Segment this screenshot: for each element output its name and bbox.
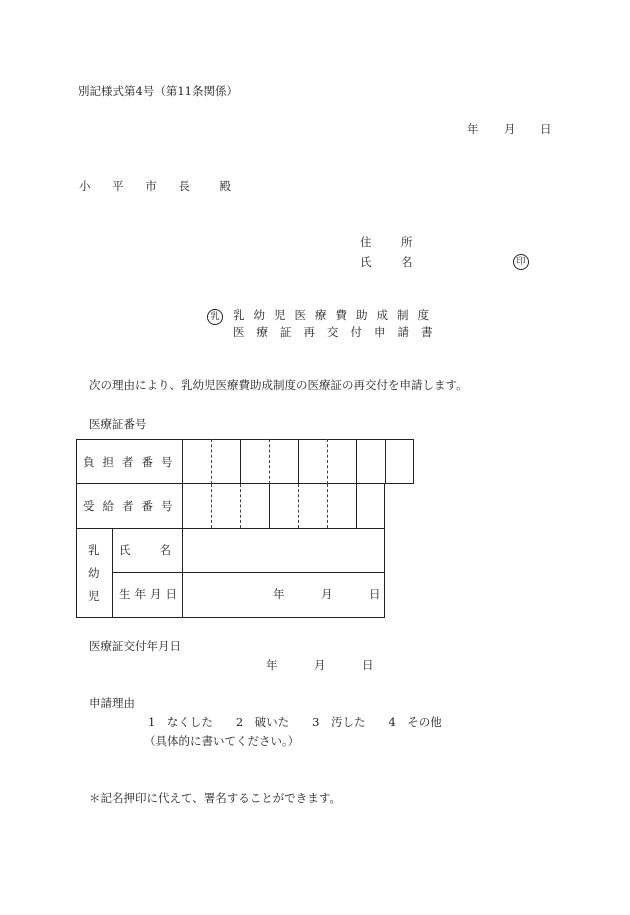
reason-options: 1 なくした 2 破いた 3 汚した 4 その他 (148, 715, 442, 729)
divider (112, 528, 113, 618)
table-right-edge (384, 484, 385, 618)
payer-number-input[interactable] (183, 440, 413, 483)
reason-note: （具体的に書いてください。） (144, 734, 300, 748)
issue-date-year-label: 年 (266, 658, 278, 672)
date-year-label: 年 (467, 122, 479, 136)
birthdate-month-label: 月 (321, 587, 333, 601)
seal-icon: 印 (513, 254, 529, 270)
form-number: 別記様式第4号（第11条関係） (78, 84, 238, 98)
address-label: 住 所 (360, 235, 422, 249)
issue-date-label: 医療証交付年月日 (89, 639, 181, 653)
issue-date-day-label: 日 (362, 658, 374, 672)
title-line2: 医療証再交付申請書 (233, 325, 445, 339)
table-bottom-edge (76, 617, 385, 618)
footnote: ＊記名押印に代えて、署名することができます。 (89, 791, 341, 805)
addressee: 小 平 市 長 殿 (79, 179, 240, 193)
payer-number-label: 負担者番号 (83, 455, 181, 469)
infant-label-2: 幼 (88, 566, 100, 580)
title-line1: 乳幼児医療費助成制度 (233, 308, 438, 322)
name-label: 氏 名 (360, 255, 422, 269)
infant-label-3: 児 (88, 589, 100, 603)
infant-name-input[interactable] (183, 529, 383, 572)
date-day-label: 日 (540, 122, 552, 136)
recipient-number-input[interactable] (183, 485, 383, 527)
birthdate-day-label: 日 (369, 587, 381, 601)
birthdate-year-label: 年 (273, 587, 285, 601)
birthdate-label: 生年月日 (119, 587, 181, 601)
infant-label-1: 乳 (88, 543, 100, 557)
table-left-edge (76, 484, 77, 618)
infant-name-label: 氏 名 (119, 543, 173, 557)
date-month-label: 月 (504, 122, 516, 136)
recipient-number-label: 受給者番号 (83, 499, 181, 513)
issue-date-month-label: 月 (314, 658, 326, 672)
infant-mark-icon: 乳 (207, 309, 223, 325)
reason-label: 申請理由 (89, 696, 135, 710)
birthdate-input[interactable] (183, 573, 383, 616)
intro-text: 次の理由により、乳幼児医療費助成制度の医療証の再交付を申請します。 (89, 378, 468, 392)
certificate-number-label: 医療証番号 (89, 417, 147, 431)
